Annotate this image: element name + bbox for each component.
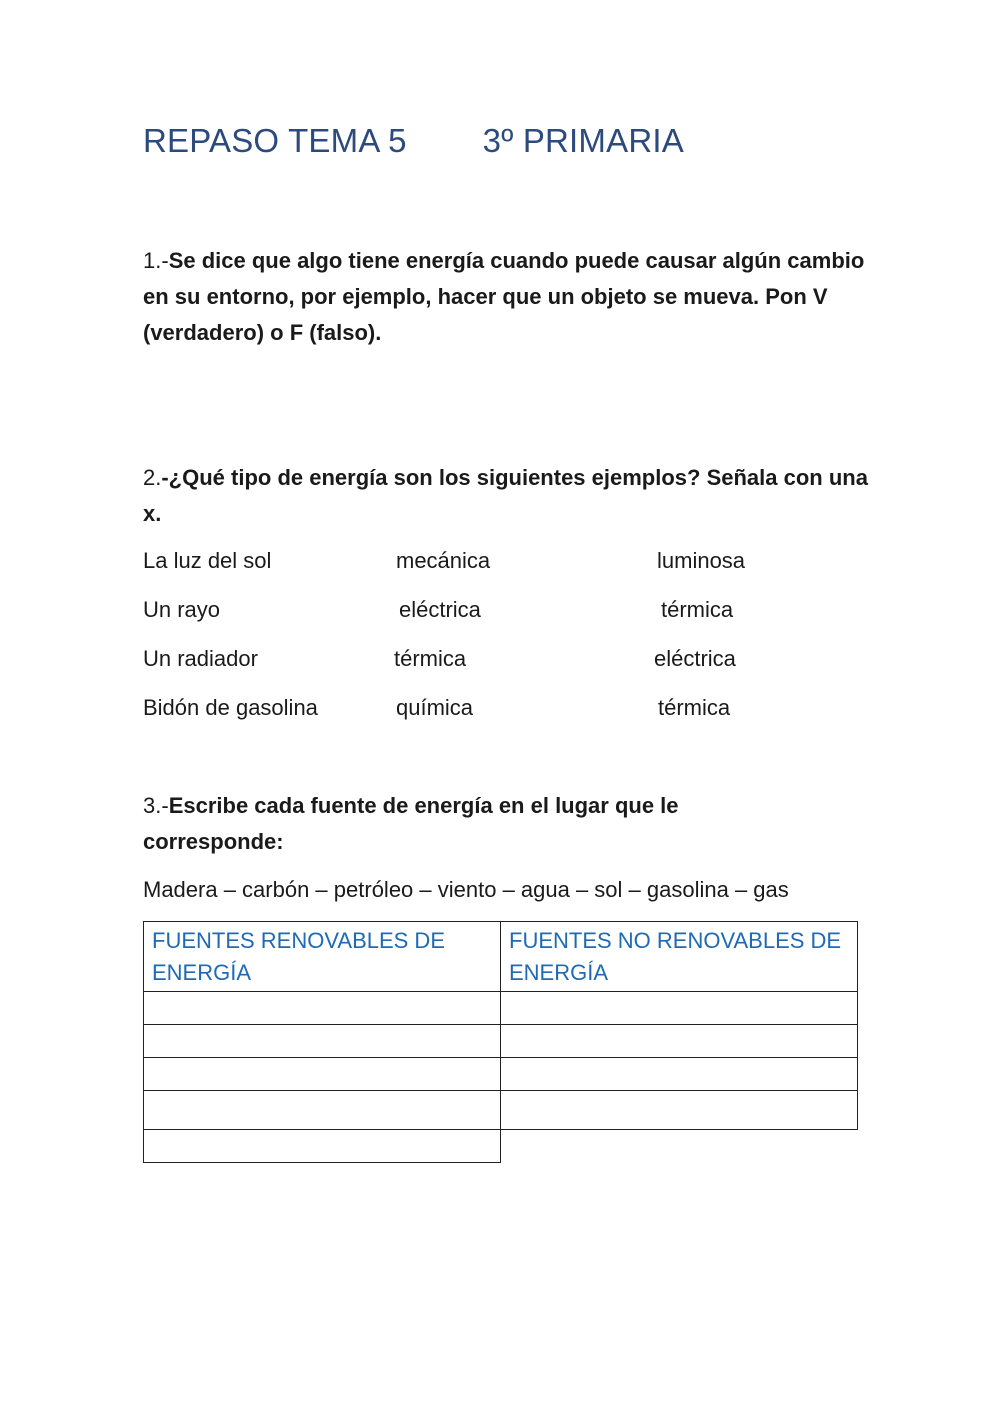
- energy-sources-table: [143, 921, 858, 1163]
- question-3-text: Escribe cada fuente de energía en el lugar que le corresponde:: [143, 793, 679, 854]
- table-header-row: [144, 922, 858, 992]
- table-row: [144, 1130, 858, 1163]
- question-2-text: -¿Qué tipo de energía son los siguientes ejemplos? Señala con una x.: [143, 465, 868, 526]
- option-b[interactable]: térmica: [658, 695, 731, 720]
- option-b[interactable]: luminosa: [657, 548, 746, 573]
- answer-cell-renewable[interactable]: [144, 1130, 501, 1163]
- answer-cell-non-renewable[interactable]: [501, 1091, 858, 1130]
- example-label: Un radiador: [143, 646, 258, 671]
- option-b[interactable]: térmica: [661, 597, 734, 622]
- answer-cell-non-renewable[interactable]: [501, 992, 858, 1025]
- empty-cell: [501, 1130, 858, 1163]
- question-2-number: 2.: [143, 465, 162, 490]
- question-3: [143, 788, 783, 860]
- option-a[interactable]: mecánica: [396, 548, 491, 573]
- header-renewable: FUENTES RENOVABLES DE ENERGÍA: [144, 922, 501, 992]
- option-a[interactable]: química: [396, 695, 474, 720]
- answer-cell-non-renewable[interactable]: [501, 1025, 858, 1058]
- answer-cell-renewable[interactable]: [144, 992, 501, 1025]
- example-label: Un rayo: [143, 597, 221, 622]
- page-title: [143, 118, 684, 164]
- table-row: [144, 1091, 858, 1130]
- option-a[interactable]: eléctrica: [399, 597, 481, 622]
- energy-source-word-list: Madera – carbón – petróleo – viento – agua – sol – gasolina – gas: [143, 877, 789, 902]
- question-1-number: 1.-: [143, 248, 169, 273]
- title-topic: REPASO TEMA 5: [143, 122, 407, 159]
- example-label: La luz del sol: [143, 548, 272, 573]
- answer-cell-renewable[interactable]: [144, 1025, 501, 1058]
- answer-cell-renewable[interactable]: [144, 1091, 501, 1130]
- option-b[interactable]: eléctrica: [654, 646, 736, 671]
- answer-cell-non-renewable[interactable]: [501, 1058, 858, 1091]
- option-a[interactable]: térmica: [394, 646, 467, 671]
- header-non-renewable: FUENTES NO RENOVABLES DE ENERGÍA: [501, 922, 858, 992]
- title-grade: 3º PRIMARIA: [482, 122, 684, 159]
- question-2: [143, 460, 873, 532]
- table-row: [144, 1058, 858, 1091]
- table-row: [144, 992, 858, 1025]
- question-1: [143, 243, 873, 351]
- question-1-text: Se dice que algo tiene energía cuando puede causar algún cambio en su entorno, por ejemplo, hacer que un objeto se mueva. Pon V (verdadero) o F (falso).: [143, 248, 865, 345]
- question-3-number: 3.-: [143, 793, 169, 818]
- answer-cell-renewable[interactable]: [144, 1058, 501, 1091]
- example-label: Bidón de gasolina: [143, 695, 318, 720]
- table-row: [144, 1025, 858, 1058]
